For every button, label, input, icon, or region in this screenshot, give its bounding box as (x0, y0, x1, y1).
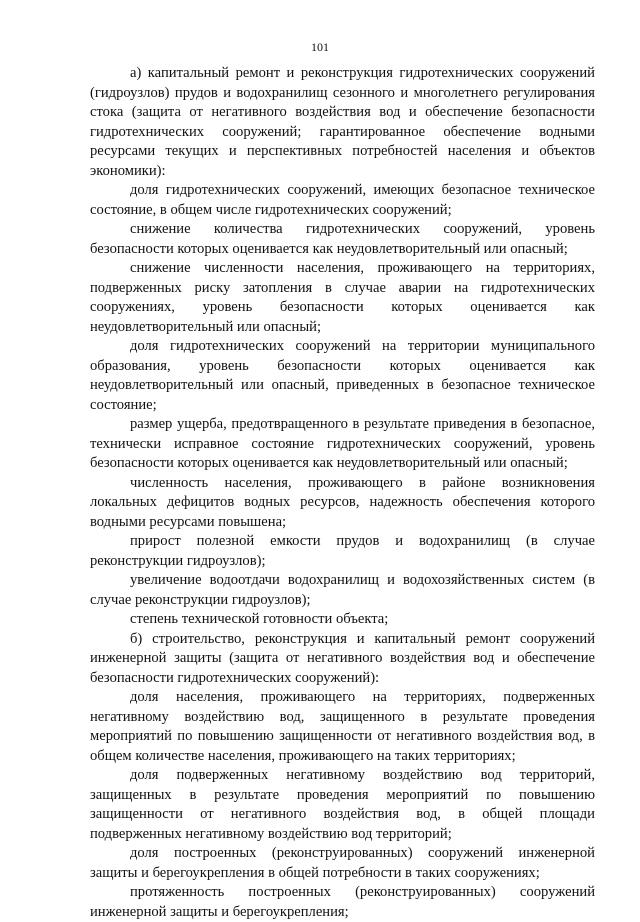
page-number: 101 (311, 40, 329, 54)
paragraph: а) капитальный ремонт и реконструкция гидротехнических сооружений (гидроузлов) прудов и водохранилищ сезонного и многолетнего регулирования стока (защита от негативного воздействия вод и обеспечение безопасности гидротехнических сооружений; гарантированное обеспечение водными ресурсами текущих и перспективных потребностей населения и объектов экономики): (90, 65, 595, 179)
paragraph: прирост полезной емкости прудов и водохранилищ (в случае реконструкции гидроузлов); (90, 533, 595, 569)
paragraph: б) строительство, реконструкция и капитальный ремонт сооружений инженерной защиты (защита от негативного воздействия вод и обеспечение безопасности гидротехнических сооружений): (90, 630, 595, 686)
paragraph: увеличение водоотдачи водохранилищ и водохозяйственных систем (в случае реконструкции гидроузлов); (90, 572, 595, 608)
paragraph: снижение численности населения, проживающего на территориях, подверженных риску затопления в случае аварии на гидротехнических сооружениях, уровень безопасности которых оценивается как неудовлетворительный или опасный; (90, 260, 595, 335)
paragraph: протяженность построенных (реконструированных) сооружений инженерной защиты и берегоукрепления; (90, 884, 595, 920)
paragraph: доля гидротехнических сооружений на территории муниципального образования, уровень безопасности которых оценивается как неудовлетворительный или опасный, приведенных в безопасное техническое состояние; (90, 338, 595, 413)
paragraph: размер ущерба, предотвращенного в результате приведения в безопасное, технически исправное состояние гидротехнических сооружений, уровень безопасности которых оценивается как неудовлетворительный или опасный; (90, 416, 595, 471)
paragraph: доля подверженных негативному воздействию вод территорий, защищенных в результате проведения мероприятий по повышению защищенности от негативного воздействия вод, в общей площади подверженных негативному воздействию вод территорий; (90, 767, 595, 842)
document-body (90, 64, 595, 922)
paragraph: доля построенных (реконструированных) сооружений инженерной защиты и берегоукрепления в общей потребности в таких сооружениях; (90, 845, 595, 881)
paragraph: снижение количества гидротехнических сооружений, уровень безопасности которых оценивается как неудовлетворительный или опасный; (90, 221, 595, 257)
paragraph: численность населения, проживающего в районе возникновения локальных дефицитов водных ресурсов, надежность обеспечения которого водными ресурсами повышена; (90, 474, 595, 530)
paragraph: доля гидротехнических сооружений, имеющих безопасное техническое состояние, в общем числе гидротехнических сооружений; (90, 182, 595, 218)
paragraph: степень технической готовности объекта; (130, 611, 389, 627)
paragraph: доля населения, проживающего на территориях, подверженных негативному воздействию вод, защищенного в результате проведения мероприятий по повышению защищенности от негативного воздействия вод, в общем количестве населения, проживающего на таких территориях; (90, 689, 595, 764)
